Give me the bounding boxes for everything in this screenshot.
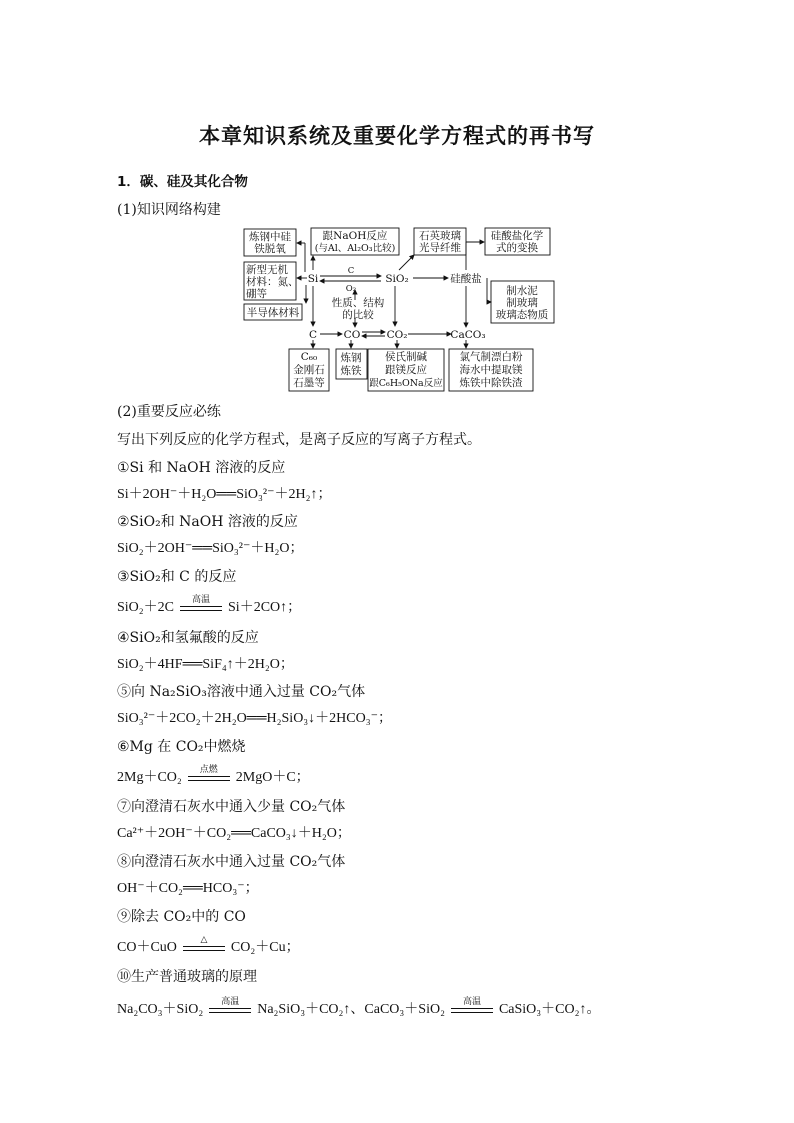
node-c: C	[308, 329, 318, 341]
arrow-label-c: C	[347, 266, 355, 276]
diagram-label: 跟C₆H₅ONa反应	[369, 378, 443, 389]
condition-gaowen	[209, 996, 251, 1017]
diagram-label: 制玻璃	[506, 297, 538, 309]
reactants: 2Mg＋CO₂	[117, 770, 182, 785]
diagram-label: 炼铁中除铁渣	[459, 377, 523, 389]
arrow-label-o2: O₂	[345, 284, 357, 294]
diagram-label: 氯气制漂白粉	[459, 351, 523, 363]
box-quartz	[414, 228, 466, 255]
diagram-label: 式的变换	[496, 242, 538, 254]
equals-bar	[188, 780, 230, 781]
equation	[117, 764, 310, 788]
reaction-label: ①Si 和 NaOH 溶液的反应	[117, 460, 286, 476]
node-silicate: 硅酸盐	[450, 273, 482, 285]
products: Si＋2CO↑；	[228, 600, 302, 615]
instruction-text: 写出下列反应的化学方程式，是离子反应的写离子方程式。	[117, 432, 481, 448]
products: Na₂SiO₃＋CO₂↑、CaCO₃＋SiO₂	[257, 1002, 445, 1017]
equation: OH⁻＋CO₂══HCO₃⁻；	[117, 881, 259, 896]
equals-bar	[451, 1012, 493, 1013]
reaction-label: ⑧向澄清石灰水中通入过量 CO₂气体	[117, 854, 346, 870]
reaction-label: ⑦向澄清石灰水中通入少量 CO₂气体	[117, 799, 346, 815]
node-co: CO	[343, 329, 361, 341]
reaction-label: ⑤向 Na₂SiO₃溶液中通入过量 CO₂气体	[117, 684, 366, 700]
box-steel-deoxidation	[244, 229, 296, 256]
equation: SiO₂＋4HF══SiF₄↑＋2H₂O；	[117, 657, 294, 672]
diagram-label: 材料：氮、	[246, 276, 299, 288]
diagram-label: 玻璃态物质	[495, 309, 549, 321]
page-title: 本章知识系统及重要化学方程式的再书写	[199, 124, 595, 148]
reactants: Na₂CO₃＋SiO₂	[117, 1002, 204, 1017]
reaction-label: ⑨除去 CO₂中的 CO	[117, 909, 246, 925]
box-new-inorganic	[244, 262, 296, 300]
node-si: Si	[307, 273, 319, 285]
diagram-label: 炼钢中硅	[249, 231, 291, 243]
condition-label: 点燃	[199, 764, 218, 775]
equation: SiO₂＋2OH⁻══SiO₃²⁻＋H₂O；	[117, 541, 304, 556]
equals-bar	[183, 946, 225, 947]
box-cement-glass	[491, 281, 554, 323]
equals-bar	[209, 1012, 251, 1013]
condition-heat	[183, 934, 225, 955]
box-soda	[368, 349, 444, 391]
equals-bar	[451, 1008, 493, 1009]
node-caco3: CaCO₃	[450, 329, 486, 341]
products: CO₂＋Cu；	[230, 940, 300, 955]
condition-gaowen	[451, 996, 493, 1017]
compare-label: 性质、结构	[331, 297, 385, 309]
equals-bar	[183, 950, 225, 951]
condition-label: △	[200, 934, 208, 945]
box-iron-smelting	[336, 349, 367, 379]
diagram-label: 新型无机	[246, 264, 288, 276]
diagram-label: 金刚石	[293, 364, 325, 376]
equals-bar	[209, 1008, 251, 1009]
subsection-network: (1)知识网络构建	[117, 202, 221, 218]
diagram-label: 石墨等	[293, 377, 325, 389]
reaction-label: ⑥Mg 在 CO₂中燃烧	[117, 739, 246, 755]
node-co2: CO₂	[386, 329, 408, 341]
diagram-label: 硼等	[246, 288, 267, 300]
equals-bar	[180, 610, 222, 611]
equation	[117, 594, 302, 618]
equation: SiO₃²⁻＋2CO₂＋2H₂O══H₂SiO₃↓＋2HCO₃⁻；	[117, 711, 393, 726]
condition-label: 高温	[221, 996, 240, 1007]
diagram-label: 铁脱氧	[254, 243, 286, 255]
diagram-label: (与Al、Al₂O₃比较)	[314, 243, 396, 254]
diagram-label: 硅酸盐化学	[490, 230, 544, 242]
diagram-label: 炼铁	[340, 365, 362, 377]
subsection-reactions: (2)重要反应必练	[117, 404, 221, 420]
diagram-label: 光导纤维	[419, 242, 461, 254]
equation	[117, 934, 300, 958]
node-sio2: SiO₂	[385, 273, 409, 285]
box-chlorine	[449, 349, 533, 391]
compare-label: 的比较	[342, 309, 374, 321]
diagram-label: C₆₀	[300, 351, 318, 363]
equation: Ca²⁺＋2OH⁻＋CO₂══CaCO₃↓＋H₂O；	[117, 826, 351, 841]
equation	[117, 996, 601, 1020]
equals-bar	[180, 606, 222, 607]
section-heading: 1．碳、硅及其化合物	[117, 174, 248, 190]
box-naoh-reaction	[311, 228, 399, 255]
diagram-label: 跟镁反应	[385, 364, 427, 376]
reaction-label: ④SiO₂和氢氟酸的反应	[117, 630, 259, 646]
reaction-label: ③SiO₂和 C 的反应	[117, 569, 237, 585]
reaction-label: ②SiO₂和 NaOH 溶液的反应	[117, 514, 298, 530]
products: 2MgO＋C；	[235, 770, 310, 785]
reactants: CO＋CuO	[117, 940, 177, 955]
condition-dianran	[188, 764, 230, 785]
box-semiconductor	[244, 304, 302, 320]
diagram-label: 炼钢	[340, 352, 362, 364]
reaction-label: ⑩生产普通玻璃的原理	[117, 969, 257, 985]
diagram-label: 跟NaOH反应	[322, 230, 388, 242]
box-allotropes	[289, 349, 329, 391]
diagram-label: 半导体材料	[246, 307, 300, 319]
products: CaSiO₃＋CO₂↑。	[498, 1002, 601, 1017]
diagram-label: 制水泥	[506, 285, 538, 297]
condition-label: 高温	[462, 996, 481, 1007]
equation: Si＋2OH⁻＋H₂O══SiO₃²⁻＋2H₂↑；	[117, 487, 332, 502]
diagram-label: 侯氏制碱	[385, 351, 427, 363]
equals-bar	[188, 776, 230, 777]
diagram-label: 石英玻璃	[419, 230, 461, 242]
condition-label: 高温	[192, 594, 211, 605]
reactants: SiO₂＋2C	[117, 600, 175, 615]
diagram-label: 海水中提取镁	[459, 364, 523, 376]
condition-gaowen	[180, 594, 222, 615]
box-silicate-change	[485, 228, 550, 255]
